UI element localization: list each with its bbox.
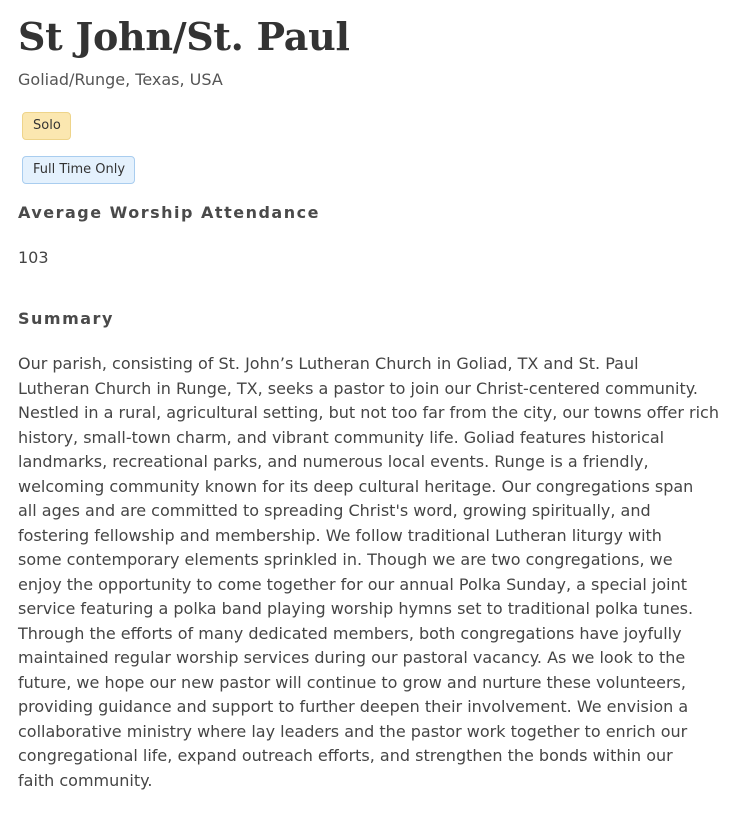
summary-line: faith community. bbox=[18, 770, 153, 790]
summary-line: collaborative ministry where lay leaders and the pastor work together to enrich our bbox=[18, 721, 688, 741]
summary-line: Through the efforts of many dedicated members, both congregations have joyfully bbox=[18, 623, 682, 643]
summary-line: providing guidance and support to further deepen their involvement. We envision a bbox=[18, 697, 689, 716]
staffing-badge: Solo bbox=[22, 112, 71, 140]
summary-line: service featuring a polka band playing worship hymns set to traditional polka tunes. bbox=[18, 599, 694, 618]
summary-line: enjoy the opportunity to come together for our annual Polka Sunday, a special joint bbox=[18, 574, 688, 594]
summary-line: welcoming community known for its deep cultural heritage. Our congregations span bbox=[18, 476, 694, 496]
summary-line: Lutheran Church in Runge, TX, seeks a pastor to join our Christ-centered community. bbox=[18, 378, 699, 398]
summary-line: congregational life, expand outreach efforts, and strengthen the bonds within our bbox=[18, 746, 673, 765]
church-location: Goliad/Runge, Texas, USA bbox=[18, 70, 223, 89]
summary-line: landmarks, recreational parks, and numerous local events. Runge is a friendly, bbox=[18, 452, 649, 471]
summary-line: Our parish, consisting of St. John’s Lutheran Church in Goliad, TX and St. Paul bbox=[18, 354, 639, 373]
summary-text bbox=[18, 352, 730, 793]
summary-line: maintained regular worship services during our pastoral vacancy. As we look to the bbox=[18, 648, 686, 667]
summary-line: all ages and are committed to spreading Christ's word, growing spiritually, and bbox=[18, 501, 651, 520]
attendance-heading: Average Worship Attendance bbox=[18, 203, 320, 222]
summary-line: Nestled in a rural, agricultural setting, but not too far from the city, our towns offer rich bbox=[18, 403, 719, 422]
employment-badge: Full Time Only bbox=[22, 156, 135, 184]
summary-line: fostering fellowship and membership. We follow traditional Lutheran liturgy with bbox=[18, 525, 662, 545]
summary-line: future, we hope our new pastor will continue to grow and nurture these volunteers, bbox=[18, 672, 686, 692]
summary-line: some contemporary elements sprinkled in. Though we are two congregations, we bbox=[18, 550, 673, 569]
summary-line: history, small-town charm, and vibrant community life. Goliad features historical bbox=[18, 427, 665, 447]
summary-heading: Summary bbox=[18, 309, 114, 328]
attendance-value: 103 bbox=[18, 248, 49, 267]
page-title: St John/St. Paul bbox=[18, 14, 350, 59]
